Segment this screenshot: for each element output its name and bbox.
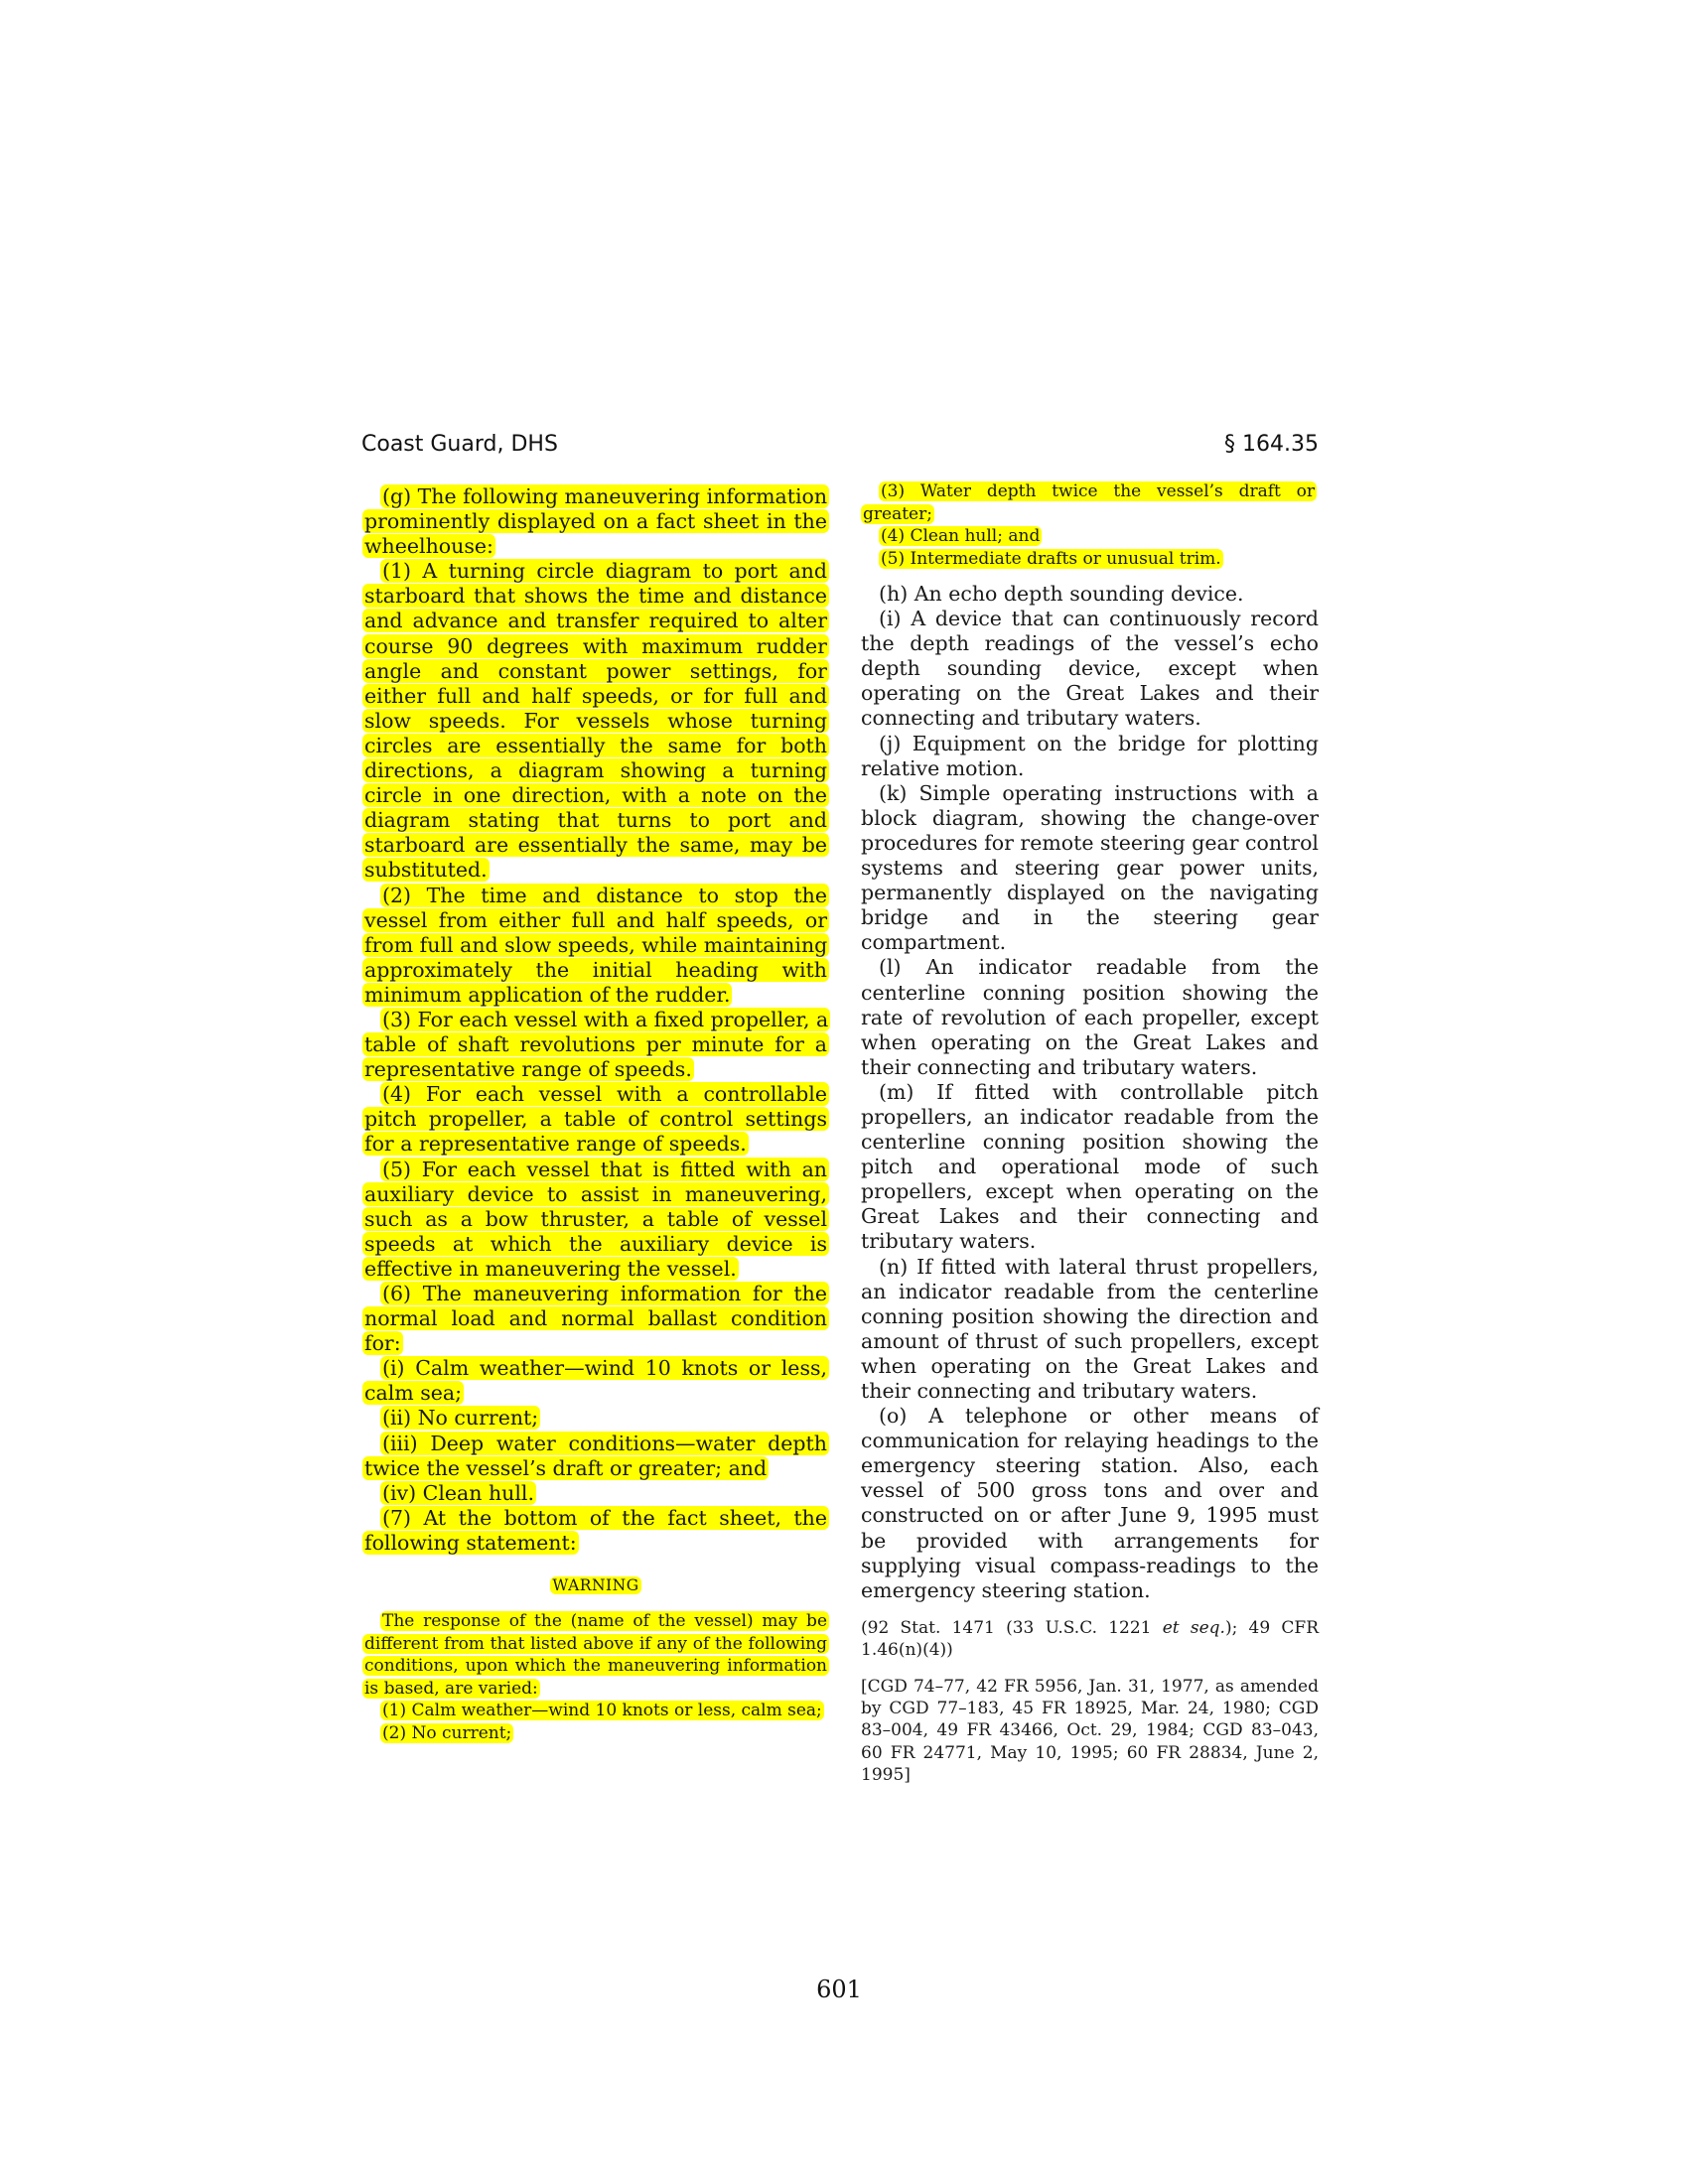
paragraph-i: (i) A device that can continuously record the depth readings of the vessel’s echo depth sounding device, except when operating on the Great Lakes and their connecting and tributary waters. [861,607,1319,731]
highlighted-text: (2) The time and distance to stop the vessel from either full and half speeds, or from full and slow speeds, while maintaining approximately the initial heading with minimum application of the rudder. [364,883,828,1007]
highlighted-text: (1) Calm weather—wind 10 knots or less, calm sea; [382,1701,822,1721]
highlighted-text: (ii) No current; [382,1406,539,1431]
warning-heading: WARNING [552,1576,639,1595]
paragraph-g-3 [362,1008,829,1082]
paragraph-g-7 [362,1506,829,1556]
warning-item-1 [362,1700,829,1722]
highlighted-text: (7) At the bottom of the fact sheet, the following statement: [364,1505,827,1555]
paragraph-g-6-iv [362,1481,829,1506]
right-column [861,481,1319,1787]
paragraph-g-6-i [362,1356,829,1406]
header-section-number: § 164.35 [1224,432,1319,457]
paragraph-g [362,484,829,559]
highlighted-text: (2) No current; [382,1722,512,1743]
highlighted-text: (4) For each vessel with a controllable pitch propeller, a table of control settings for a representative range of speeds. [364,1082,827,1157]
paragraph-g-6-ii [362,1406,829,1431]
paragraph-g-4 [362,1082,829,1157]
paragraph-h: (h) An echo depth sounding device. [879,582,1244,606]
warning-item-5 [861,548,1319,571]
warning-item-4 [861,525,1319,548]
paragraph-n: (n) If fitted with lateral thrust propellers, an indicator readable from the centerline conning position showing the direction and amount of thrust of such propellers, except when operating on the Great Lakes and their connecting and tributary waters. [861,1254,1319,1403]
paragraph-g-1 [362,559,829,883]
warning-item-3 [861,480,1319,525]
paragraph-g-5 [362,1158,829,1282]
highlighted-text: (i) Calm weather—wind 10 knots or less, calm sea; [364,1356,827,1406]
page-number: 601 [816,1976,862,2003]
highlighted-text: (6) The maneuvering information for the normal load and normal ballast condition for: [364,1282,827,1356]
highlighted-text: (iii) Deep water conditions—water depth twice the vessel’s draft or greater; and [364,1431,827,1480]
warning-paragraph [362,1610,829,1700]
highlighted-text: The response of the (name of the vessel) may be different from that listed above if any of the following conditions, upon which the maneuvering information is based, are varied: [364,1611,827,1699]
highlighted-text: (3) Water depth twice the vessel’s draft or greater; [863,481,1315,524]
highlighted-text: (5) Intermediate drafts or unusual trim. [881,548,1221,569]
paragraph-m: (m) If fitted with controllable pitch propellers, an indicator readable from the centerline conning position showing the pitch and operational mode of such propellers, except when operating on the Great Lakes and their connecting and tributary waters. [861,1079,1319,1254]
paragraph-l: (l) An indicator readable from the centerline conning position showing the rate of revolution of each propeller, except when operating on the Great Lakes and their connecting and tributary waters. [861,955,1319,1079]
paragraph-g-6 [362,1282,829,1356]
highlighted-text: (5) For each vessel that is fitted with an auxiliary device to assist in maneuvering, such as a bow thruster, a table of vessel speeds at which the auxiliary device is effective in maneuvering the vessel. [364,1157,827,1281]
paragraph-g-6-iii [362,1432,829,1481]
authority-citation: (92 Stat. 1471 (33 U.S.C. 1221 et seq.); 49 CFR 1.46(n)(4)) [861,1617,1319,1661]
running-header [361,432,1319,464]
warning-item-2 [362,1722,829,1745]
paragraph-g-2 [362,884,829,1008]
highlighted-text: (iv) Clean hull. [382,1480,534,1505]
source-citation: [CGD 74–77, 42 FR 5956, Jan. 31, 1977, as amended by CGD 77–183, 45 FR 18925, Mar. 24, 1980; CGD 83–004, 49 FR 43466, Oct. 29, 1984; CGD 83–043, 60 FR 24771, May 10, 1995; 60 FR 28834, June 2, 1995] [861,1676,1319,1786]
highlighted-text: (g) The following maneuvering information prominently displayed on a fact sheet in the wheelhouse: [364,484,828,559]
paragraph-k: (k) Simple operating instructions with a block diagram, showing the change-over procedures for remote steering gear control systems and steering gear power units, permanently displayed on the navigating bridge and in the steering gear compartment. [861,780,1319,955]
highlighted-text: (3) For each vessel with a fixed propeller, a table of shaft revolutions per minute for a representative range of speeds. [364,1007,829,1082]
header-agency: Coast Guard, DHS [361,432,558,457]
highlighted-text: (1) A turning circle diagram to port and starboard that shows the time and distance and advance and transfer required to alter course 90 degrees with maximum rudder angle and constant power settings, for either full and half speeds, or for full and slow speeds. For vessels whose turning circles are essentially the same for both directions, a diagram showing a turning circle in one direction, with a note on the diagram stating that turns to port and starboard are essentially the same, may be substituted. [364,559,827,883]
paragraph-j: (j) Equipment on the bridge for plotting relative motion. [861,731,1319,780]
left-column [362,484,829,1744]
highlighted-text: (4) Clean hull; and [881,526,1041,546]
paragraph-o: (o) A telephone or other means of communication for relaying headings to the emergency steering station. Also, each vessel of 500 gross tons and over and constructed on or after June 9, 1995 must be provided with arrangements for supplying visual compass-readings to the emergency steering station. [861,1404,1319,1602]
